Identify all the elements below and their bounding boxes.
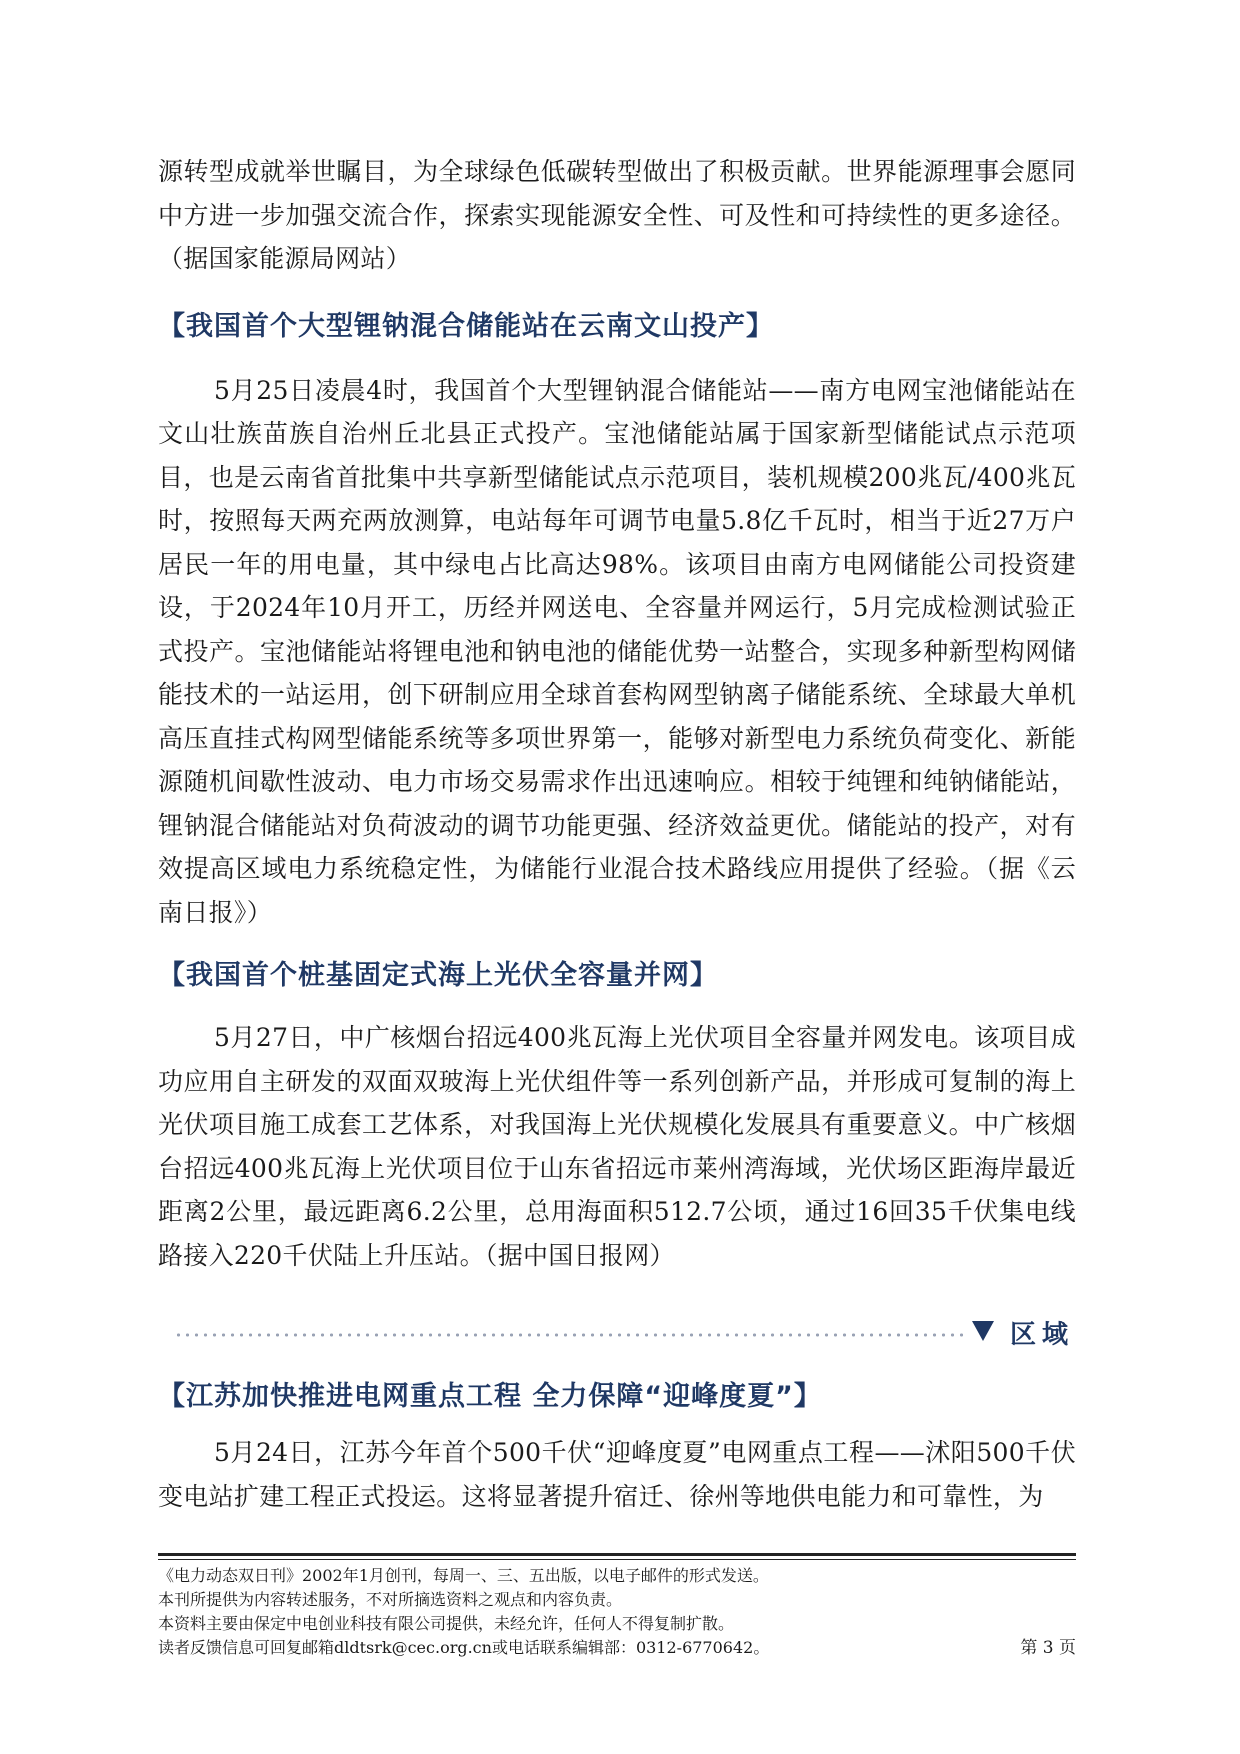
intro-paragraph: 源转型成就举世瞩目，为全球绿色低碳转型做出了积极贡献。世界能源理事会愿同中方进一步加强交流合作，探索实现能源安全性、可及性和可持续性的更多途径。（据国家能源局网站）	[158, 157, 1076, 273]
footer-rule-thin	[158, 1559, 1076, 1560]
footer	[158, 1564, 1076, 1660]
article-title-offshore-pv: 【我国首个桩基固定式海上光伏全容量并网】	[158, 960, 718, 991]
main-content	[158, 150, 1076, 1518]
footer-line: 本刊所提供为内容转述服务，不对所摘选资料之观点和内容负责。	[158, 1590, 623, 1609]
article-body-sodium-lithium-storage: 5月25日凌晨4时，我国首个大型锂钠混合储能站——南方电网宝池储能站在文山壮族苗族自治州丘北县正式投产。宝池储能站属于国家新型储能试点示范项目，也是云南省首批集中共享新型储能试点示范项目，装机规模200兆瓦/400兆瓦时，按照每天两充两放测算，电站每年可调节电量5.8亿千瓦时，相当于近27万户居民一年的用电量，其中绿电占比高达98%。该项目由南方电网储能公司投资建设，于2024年10月开工，历经并网送电、全容量并网运行，5月完成检测试验正式投产。宝池储能站将锂电池和钠电池的储能优势一站整合，实现多种新型构网储能技术的一站运用，创下研制应用全球首套构网型钠离子储能系统、全球最大单机高压直挂式构网型储能系统等多项世界第一，能够对新型电力系统负荷变化、新能源随机间歇性波动、电力市场交易需求作出迅速响应。相较于纯锂和纯钠储能站，锂钠混合储能站对负荷波动的调节功能更强、经济效益更优。储能站的投产，对有效提高区域电力系统稳定性，为储能行业混合技术路线应用提供了经验。（据《云南日报》）	[158, 375, 1076, 927]
article-body-jiangsu-grid: 5月24日，江苏今年首个500千伏“迎峰度夏”电网重点工程——沭阳500千伏变电站扩建工程正式投运。这将显著提升宿迁、徐州等地供电能力和可靠性，为	[158, 1438, 1076, 1511]
article-title-sodium-lithium-storage: 【我国首个大型锂钠混合储能站在云南文山投产】	[158, 310, 774, 342]
article-title-jiangsu-grid: 【江苏加快推进电网重点工程 全力保障“迎峰度夏”】	[158, 1381, 822, 1412]
footer-rule-thick	[158, 1553, 1076, 1556]
section-divider	[158, 1315, 1076, 1355]
footer-line: 《电力动态双日刊》2002年1月创刊，每周一、三、五出版，以电子邮件的形式发送。	[158, 1566, 769, 1585]
footer-line: 读者反馈信息可回复邮箱dldtsrk@cec.org.cn或电话联系编辑部：0312-6770642。	[158, 1638, 770, 1657]
footer-line: 本资料主要由保定中电创业科技有限公司提供，未经允许，任何人不得复制扩散。	[158, 1614, 735, 1633]
article-body-offshore-pv: 5月27日，中广核烟台招远400兆瓦海上光伏项目全容量并网发电。该项目成功应用自主研发的双面双玻海上光伏组件等一系列创新产品，并形成可复制的海上光伏项目施工成套工艺体系，对我国海上光伏规模化发展具有重要意义。中广核烟台招远400兆瓦海上光伏项目位于山东省招远市莱州湾海域，光伏场区距海岸最近距离2公里，最远距离6.2公里，总用海面积512.7公顷，通过16回35千伏集电线路接入220千伏陆上升压站。（据中国日报网）	[158, 1023, 1076, 1270]
section-label: 区域	[1010, 1320, 1075, 1350]
triangle-down-icon	[972, 1321, 994, 1341]
page-number: 第 3 页	[1020, 1638, 1076, 1658]
dotted-rule	[174, 1333, 964, 1337]
